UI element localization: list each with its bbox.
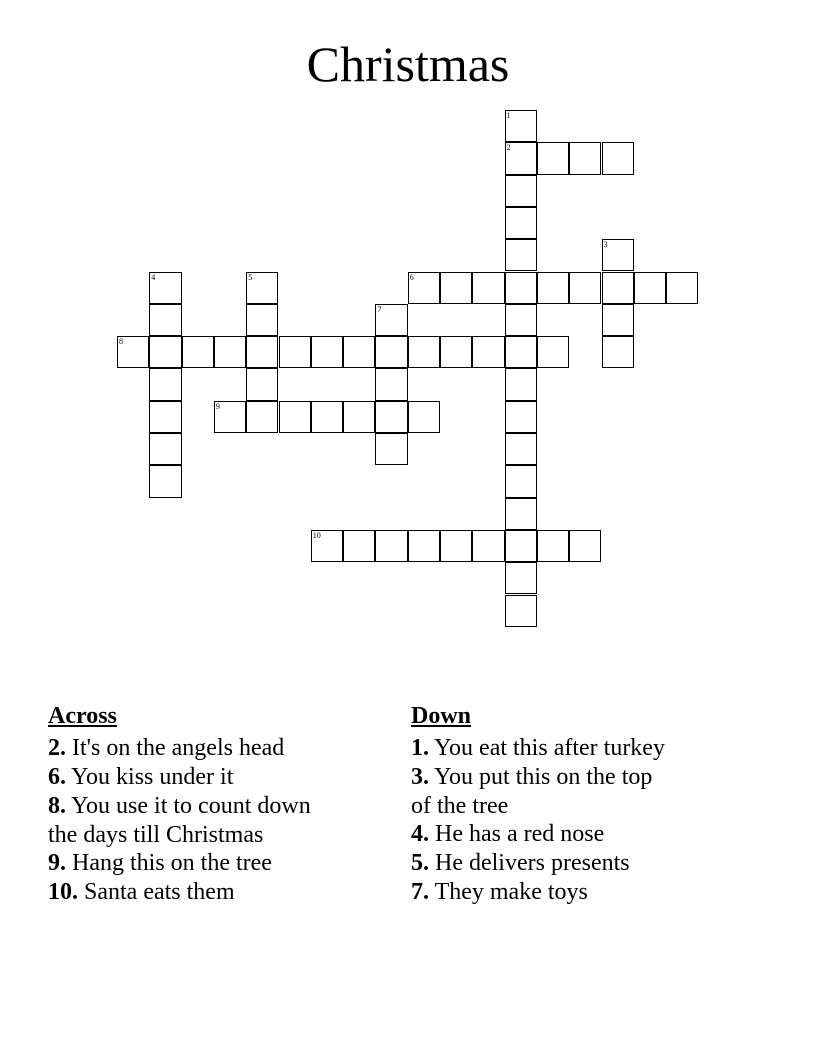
grid-cell[interactable] — [149, 368, 181, 400]
clue-text-continued: the days till Christmas — [48, 822, 264, 848]
grid-cell[interactable] — [149, 336, 181, 368]
clue-number-label: 6 — [409, 272, 414, 282]
across-clue-2 — [48, 734, 378, 763]
clue-number: 7. — [411, 879, 429, 905]
grid-cell[interactable] — [505, 239, 537, 271]
grid-cell[interactable] — [537, 272, 569, 304]
clue-number-label: 10 — [312, 530, 321, 540]
grid-cell[interactable] — [602, 336, 634, 368]
grid-cell[interactable] — [375, 368, 407, 400]
grid-cell[interactable] — [375, 530, 407, 562]
grid-cell[interactable] — [505, 336, 537, 368]
grid-cell[interactable] — [537, 530, 569, 562]
clue-text: He has a red nose — [435, 821, 605, 847]
grid-cell[interactable] — [505, 110, 537, 142]
grid-cell[interactable] — [440, 272, 472, 304]
grid-cell[interactable] — [375, 336, 407, 368]
grid-cell[interactable] — [666, 272, 698, 304]
grid-cell[interactable] — [505, 465, 537, 497]
clue-text: You kiss under it — [71, 764, 234, 790]
grid-cell[interactable] — [505, 368, 537, 400]
clue-number: 3. — [411, 764, 429, 790]
grid-cell[interactable] — [634, 272, 666, 304]
clue-number: 9. — [48, 850, 66, 876]
grid-cell[interactable] — [375, 433, 407, 465]
grid-cell[interactable] — [246, 304, 278, 336]
grid-cell[interactable] — [505, 304, 537, 336]
grid-cell[interactable] — [246, 272, 278, 304]
grid-cell[interactable] — [505, 433, 537, 465]
grid-cell[interactable] — [375, 304, 407, 336]
grid-cell[interactable] — [505, 498, 537, 530]
grid-cell[interactable] — [537, 336, 569, 368]
grid-cell[interactable] — [440, 530, 472, 562]
clue-text: It's on the angels head — [72, 735, 285, 761]
grid-cell[interactable] — [505, 207, 537, 239]
grid-cell[interactable] — [408, 530, 440, 562]
across-clue-10 — [48, 878, 378, 907]
clue-number-label: 2 — [506, 143, 511, 153]
down-clue-7 — [411, 878, 731, 907]
grid-cell[interactable] — [149, 304, 181, 336]
clue-number: 5. — [411, 850, 429, 876]
grid-cell[interactable] — [537, 142, 569, 174]
clue-text: He delivers presents — [435, 850, 630, 876]
grid-cell[interactable] — [505, 175, 537, 207]
grid-cell[interactable] — [149, 433, 181, 465]
grid-cell[interactable] — [472, 530, 504, 562]
clue-number: 4. — [411, 821, 429, 847]
clue-text: You eat this after turkey — [434, 735, 665, 761]
clue-text: You put this on the top — [434, 764, 653, 790]
clue-number-label: 5 — [248, 272, 253, 282]
down-clue-3 — [411, 763, 731, 820]
grid-cell[interactable] — [311, 336, 343, 368]
grid-cell[interactable] — [472, 336, 504, 368]
across-heading: Across — [48, 703, 117, 729]
grid-cell[interactable] — [246, 368, 278, 400]
grid-cell[interactable] — [602, 304, 634, 336]
clue-number-label: 4 — [151, 272, 156, 282]
across-clues — [48, 702, 378, 907]
down-clue-1 — [411, 734, 731, 763]
clue-number: 1. — [411, 735, 429, 761]
grid-cell[interactable] — [408, 272, 440, 304]
grid-cell[interactable] — [602, 239, 634, 271]
grid-cell[interactable] — [149, 272, 181, 304]
clue-number: 10. — [48, 879, 78, 905]
clue-number-label: 9 — [215, 401, 220, 411]
grid-cell[interactable] — [408, 336, 440, 368]
grid-cell[interactable] — [343, 401, 375, 433]
grid-cell[interactable] — [279, 401, 311, 433]
grid-cell[interactable] — [117, 336, 149, 368]
clue-number: 8. — [48, 793, 66, 819]
grid-cell[interactable] — [214, 336, 246, 368]
down-heading: Down — [411, 703, 472, 729]
down-clue-5 — [411, 849, 731, 878]
across-clue-8 — [48, 792, 378, 849]
grid-cell[interactable] — [343, 336, 375, 368]
grid-cell[interactable] — [505, 401, 537, 433]
clue-text: Hang this on the tree — [72, 850, 272, 876]
clue-number-label: 8 — [119, 337, 123, 347]
grid-cell[interactable] — [279, 336, 311, 368]
grid-cell[interactable] — [311, 530, 343, 562]
clue-number: 6. — [48, 764, 66, 790]
clue-text: They make toys — [434, 879, 588, 905]
grid-cell[interactable] — [505, 272, 537, 304]
grid-cell[interactable] — [214, 401, 246, 433]
grid-cell[interactable] — [569, 530, 601, 562]
grid-cell[interactable] — [375, 401, 407, 433]
grid-cell[interactable] — [343, 530, 375, 562]
grid-cell[interactable] — [602, 272, 634, 304]
grid-cell[interactable] — [440, 336, 472, 368]
down-clue-4 — [411, 820, 731, 849]
clue-text: Santa eats them — [84, 879, 235, 905]
grid-cell[interactable] — [472, 272, 504, 304]
across-clue-9 — [48, 849, 378, 878]
page-title: Christmas — [306, 36, 510, 92]
grid-cell[interactable] — [149, 401, 181, 433]
grid-cell[interactable] — [569, 272, 601, 304]
grid-cell[interactable] — [505, 595, 537, 627]
grid-cell[interactable] — [408, 401, 440, 433]
grid-cell[interactable] — [182, 336, 214, 368]
grid-cell[interactable] — [505, 530, 537, 562]
grid-cell[interactable] — [246, 401, 278, 433]
grid-cell[interactable] — [311, 401, 343, 433]
grid-cell[interactable] — [569, 142, 601, 174]
grid-cell[interactable] — [149, 465, 181, 497]
grid-cell[interactable] — [602, 142, 634, 174]
clue-text-continued: of the tree — [411, 793, 509, 819]
clue-number: 2. — [48, 735, 66, 761]
grid-cell[interactable] — [505, 562, 537, 594]
grid-cell[interactable] — [505, 142, 537, 174]
clue-number-label: 7 — [377, 304, 382, 314]
clue-text: You use it to count down — [71, 793, 311, 819]
grid-cell[interactable] — [246, 336, 278, 368]
down-clues — [411, 702, 731, 907]
across-clue-6 — [48, 763, 378, 792]
clue-number-label: 3 — [603, 240, 608, 250]
clue-number-label: 1 — [506, 111, 511, 120]
